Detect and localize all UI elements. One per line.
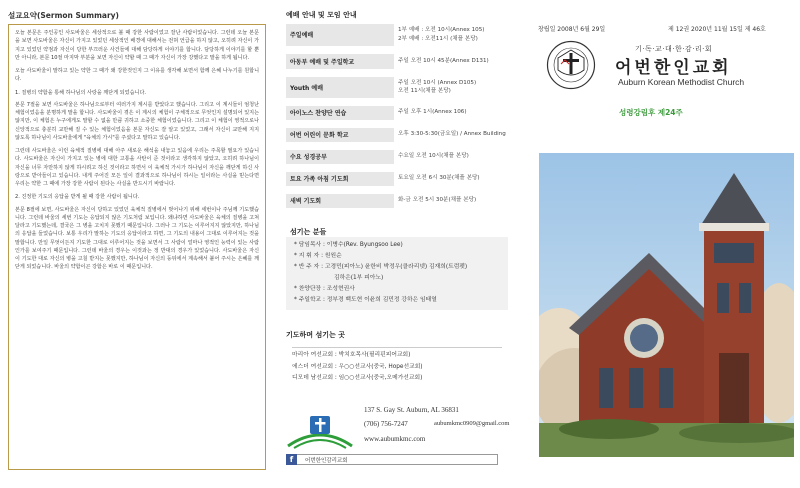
issue-number: 제 12권 2020년 11월 15일 제 46호	[668, 26, 766, 33]
schedule-name: 아동부 예배 및 주일학교	[286, 53, 394, 69]
church-building-photo	[539, 153, 794, 457]
prayer-box	[286, 344, 508, 388]
facebook-icon: f	[286, 454, 297, 465]
cross-flame-logo-icon	[284, 406, 356, 450]
clergy-row: * 담임목사 : 이병수(Rev. Byungsoo Lee)	[294, 241, 403, 248]
clergy-row: * 반 주 자 : 고경민(피아노) 윤한비 박정우(클라리넷) 김재희(트럼펫)	[294, 263, 468, 270]
schedule-detail: 화-금 오전 5시 30분(채플 본당)	[398, 197, 477, 204]
schedule-name: 수요 성경공부	[286, 149, 394, 164]
website-link[interactable]: www.aubumkmc.com	[364, 435, 426, 443]
schedule-row	[286, 127, 512, 142]
sermon-paragraph: 본문 7절을 보면 사도바울은 하나님으로부터 여러가지 계시를 받았다고 했습니다. 그리고 이 계시들이 엄청난 체험이었음을 분명하게 말을 합니다. 사도바울이 겪은 이 계시의 체험이 구체적으로 무엇인지 설명되어 있지는 않지만, 이 체험은 누구에게도 말할 수 없을 만큼 귀하고 소중한 체험이었습니다. 그리고 이 체험이 영적으로나 신앙적으로 충분히 교만해 질 수 있는 체험이었음을 본문 자신도 잘 알고 있었고, 그래서 자신이 교만해 지지 않도록 하나님이 사도바울에게 "육체의 가시"를 주셨다고 말하고 있습니다.	[15, 101, 259, 141]
schedule-detail: 오전 11시(채플 본당)	[398, 88, 451, 94]
sermon-point-heading: 2. 진정한 기도의 응답을 받게 될 때 강한 사람이 됩니다.	[15, 194, 140, 201]
sermon-paragraph: 오늘 본문은 주인공인 사도바울은 세상적으로 볼 때 강한 사람이었고 잘난 사람이었습니다. 그런데 오늘 본문을 보면 사도바울은 자신이 가지고 있었던 세상적인 배경에 대해서는 전혀 언급을 하지 않고, 오히려 자신이 가지고 있었던 약점과 자신이 당한 부끄러운 사건들에 대해 담당하게 이야기를 합니다. 담당하게 이야기를 할 뿐만 아니라, 본문 10절 마지막 부분을 보면 자신이 약할 때 그 때가 자신이 가장 강했다고 말을 하게 됩니다.	[15, 30, 259, 61]
address: 137 S. Gay St. Auburn, AL 36831	[364, 406, 459, 414]
email-link[interactable]: aubumkmc0909@gmail.com	[434, 420, 510, 427]
church-name-en: Auburn Korean Methodist Church	[618, 77, 745, 87]
schedule-row	[286, 193, 512, 208]
schedule-detail: 주일 오전 10시 (Annex D105)	[398, 79, 477, 86]
schedule-detail: 1부 예배 : 오전 10시(Annex 105)	[398, 27, 485, 34]
prayer-title: 기도하며 섬기는 곳	[286, 331, 345, 340]
church-name-kr: 어번한인교회	[615, 58, 732, 78]
schedule-name: 새벽 기도회	[286, 193, 394, 208]
liturgical-sunday: 성령강림후 제24주	[619, 108, 683, 117]
prayer-row: 디모데 남선교회 : 임○○선교사(중국,오메가선교회)	[292, 375, 423, 382]
schedule-name: 아이노스 찬양단 연습	[286, 105, 394, 120]
schedule-row	[286, 24, 512, 46]
sermon-box	[8, 24, 266, 470]
facebook-bar[interactable]	[286, 454, 498, 465]
sermon-paragraph: 그런데 사도바울은 이런 육체적 질병에 대해 아주 새로운 해석을 내놓고 있음에 우리는 주목할 필요가 있습니다. 사도바울은 자신이 가지고 있는 병에 대한 고통을 사탄이 준 것이라고 생각하지 않았고, 오히려 하나님이 자신을 너무 자만하지 않게 하시려고 하신 것이라고 하면서 이 육체적 가시가 하나님이 자신을 깨닫게 하신 사랑으로 받아들이고 있습니다. 내게 주어진 모든 일이 결과적으로 하나님이 하시는 일이라는 사실을 믿는다면 우리는 약한 그 때에 가장 강한 사람이 된다는 사실을 반드시기 바랍니다.	[15, 148, 259, 187]
schedule-row	[286, 149, 512, 164]
schedule-row	[286, 76, 512, 98]
prayer-row: 마리아 여선교회 : 박치호목사(필리핀피어교회)	[292, 347, 502, 362]
prayer-row: 에스더 여선교회 : 우○○선교사(중국, Hope선교회)	[292, 363, 423, 370]
clergy-row: * 주일학교 : 정부경 백도현 이윤희 김민정 강하은 임태열	[294, 297, 437, 304]
clergy-row: * 찬양단장 : 조성현권사	[294, 286, 355, 292]
worship-title: 예배 안내 및 모임 안내	[286, 11, 357, 19]
facebook-name: 어번한인감리교회	[305, 458, 348, 464]
sermon-paragraph: 본문 8절에 보면, 사도바울은 자신이 당하고 있었던 육체적 질병에서 벗어나기 위해 세번이나 주님께 기도했습니다. 그런데 바울의 세번 기도는 응답되지 않은 기도처럼 보입니다. 왜냐하면 사도바울은 육체의 질병을 고쳐 달라고 기도했는데, 결국은 그 병을 고치지 못했기 때문입니다. 그러나 그 기도는 이루어지지 않았지만, 하나님의 응답을 들었습니다. 보통 우리가 말하는 기도의 응답이라고 하면, 그 기도의 내용이 그대로 이루어지는 것을 말합니다. 만일 무엇이든지 기도한 그대로 이루어지는 것을 보면서 그 사람이 얼마나 영적인 능력이 있는 사람인가를 보여주기 때문입니다. 그런데 바울의 경우는 이것과는 정 반대의 경우가 있었습니다. 사도바울은 자신이 기도한 대로 자신의 병을 고칠 받지는 못했지만, 하나님이 자신의 등뒤에서 계속해서 붙어 주시는 은혜를 깨닫게 되었습니다. 바울의 약함이곤 강함은 바로 이 때문입니다.	[15, 206, 259, 271]
church-seal-icon	[546, 40, 596, 90]
schedule-row	[286, 53, 512, 69]
sermon-panel	[0, 0, 272, 485]
schedule-detail: 주일 오후 1시(Annex 106)	[398, 109, 467, 116]
schedule-row	[286, 105, 512, 120]
schedule-detail: 수요일 오전 10시(채플 본당)	[398, 153, 469, 160]
sermon-point-heading: 1. 질병의 약함을 통해 하나님의 사랑을 깨닫게 되었습니다.	[15, 89, 146, 96]
phone: (706) 756-7247	[364, 420, 408, 428]
schedule-name: Youth 예배	[286, 76, 394, 98]
founded-date: 창립일 2008년 6월 29일	[538, 26, 606, 33]
schedule-detail: 주일 오전 10시 45분(Annex D131)	[398, 57, 489, 64]
schedule-name: 어번 어린이 문화 학교	[286, 127, 394, 142]
schedule-row	[286, 171, 512, 186]
clergy-title: 섬기는 분들	[290, 227, 327, 236]
sermon-paragraph: 오늘 사도바울이 말하고 있는 약한 그 때가 왜 강한것인지 그 이유를 생각해 보면서 함께 은혜 나누기를 원합니다.	[15, 68, 259, 83]
clergy-row: * 지 휘 자 : 원원순	[294, 252, 342, 259]
denomination: 기·독·교·대·한·감·리·회	[635, 45, 713, 53]
worship-schedule-table	[286, 24, 512, 209]
sermon-title: 설교요약(Sermon Summary)	[8, 11, 119, 20]
cover-panel	[528, 0, 800, 485]
clergy-row: 김하은(1부 피아노)	[334, 274, 384, 281]
contact-block	[284, 398, 512, 488]
clergy-box	[286, 237, 508, 311]
schedule-detail: 오후 3:30-5:30(금요일) / Annex Building	[398, 131, 506, 138]
schedule-name: 토요 가족 아침 기도회	[286, 171, 394, 186]
schedule-name: 주일예배	[286, 24, 394, 46]
schedule-detail: 2부 예배 : 오전11시 (채플 본당)	[398, 35, 478, 42]
schedule-detail: 토요일 오전 6시 30분(채플 본당)	[398, 175, 480, 182]
